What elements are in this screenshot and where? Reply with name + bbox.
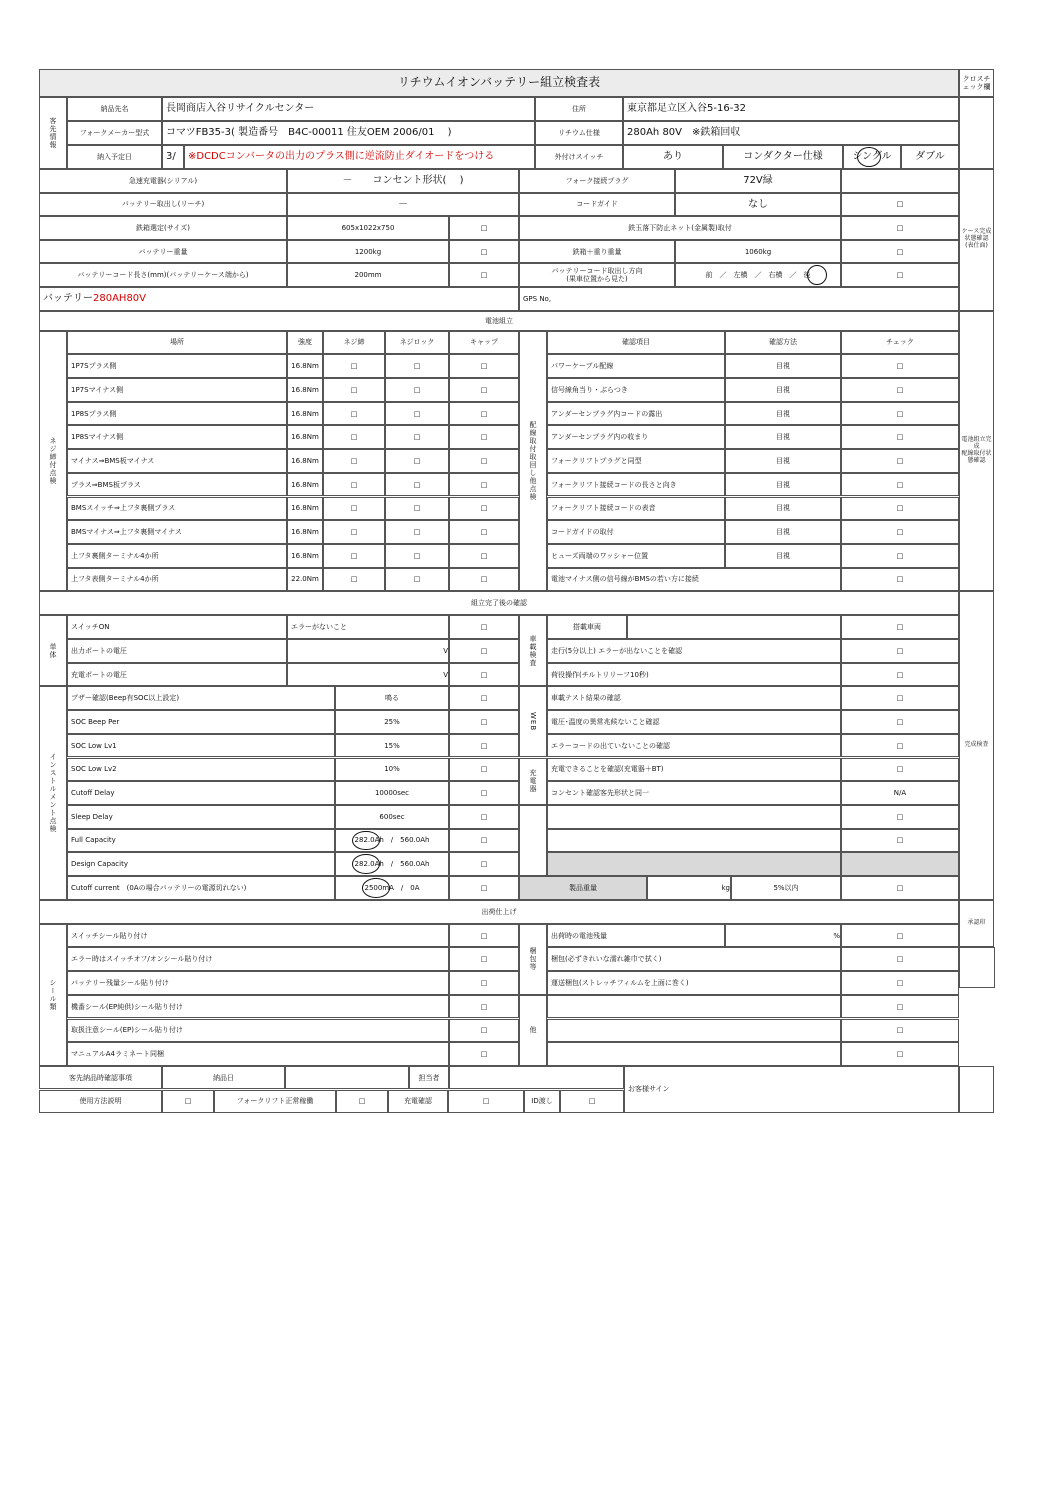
vehicle-row-1: 走行(5分以上) エラーが出ないことを確認 [547, 639, 841, 663]
maker-value: コマツFB35-3( 製造番号 B4C-00011 住友OEM 2006/01 ) [162, 121, 535, 145]
seal-section-label: シール類 [39, 924, 67, 1066]
weight-label: バッテリー重量 [39, 240, 287, 264]
screw-row-location: プラス⇒BMS板プラス [67, 473, 287, 497]
checkbox[interactable]: □ [449, 829, 519, 853]
check-item: 電池マイナス側の信号線がBMSの若い方に接続 [547, 568, 841, 592]
gps-label: GPS No, [519, 287, 959, 311]
checkbox[interactable]: □ [449, 615, 519, 639]
checkbox[interactable]: □ [841, 449, 959, 473]
footer-fork-label: フォークリフト正常稼働 [214, 1090, 336, 1114]
customer-section-label: 客先情報 [39, 97, 67, 169]
check-header-1: 確認方法 [725, 331, 841, 355]
vehicle-section-label: 車載検査 [519, 615, 547, 686]
charger-label: 急速充電器(シリアル) [39, 169, 287, 193]
checkbox[interactable]: □ [449, 710, 519, 734]
seal-row: マニュアルA4ラミネート同梱 [67, 1042, 449, 1066]
web-row: 電圧･温度の異常兆候ないこと確認 [547, 710, 841, 734]
sheet-title: リチウムイオンバッテリー組立検査表 [39, 69, 959, 97]
checkbox[interactable]: □ [449, 758, 519, 782]
checkbox[interactable]: □ [841, 568, 959, 592]
fork-plug-value: 72V緑 [675, 169, 841, 193]
check-method: 目視 [725, 378, 841, 402]
checkbox[interactable]: □ [449, 354, 519, 378]
checkbox[interactable]: □ [841, 402, 959, 426]
checkbox[interactable]: □ [449, 402, 519, 426]
chg-voltage-label: 充電ポートの電圧 [67, 663, 287, 687]
checkbox[interactable]: □ [385, 402, 449, 426]
schedule-value: 3/ [162, 145, 184, 169]
vehicle-blank [627, 615, 841, 639]
footer-side [959, 1066, 994, 1113]
weight-value: 1200kg [287, 240, 449, 264]
pack-section-label: 梱包等 [519, 924, 547, 995]
blank-row [547, 805, 841, 829]
instrument-value: 鳴る [335, 686, 449, 710]
checkbox[interactable]: □ [449, 852, 519, 876]
checkbox[interactable]: □ [449, 947, 519, 971]
checkbox[interactable]: □ [385, 449, 449, 473]
check-item: ヒューズ両端のワッシャー位置 [547, 544, 725, 568]
check-header-2: チェック [841, 331, 959, 355]
instrument-item: Sleep Delay [67, 805, 335, 829]
instrument-value: 2500mA / 0A [335, 876, 449, 900]
switch-opt-ari: あり [623, 145, 723, 169]
cutoff-circle [362, 878, 390, 898]
check-method: 目視 [725, 520, 841, 544]
check-item: アンダーセンプラグ内の收まり [547, 425, 725, 449]
cross-check-col [959, 97, 994, 169]
screw-header-0: 場所 [67, 331, 287, 355]
checkbox[interactable]: □ [449, 995, 519, 1019]
approval-label: 承認印 [959, 900, 994, 948]
checkbox[interactable]: □ [162, 1090, 214, 1114]
checkbox[interactable]: □ [841, 497, 959, 521]
checkbox[interactable]: □ [560, 1090, 624, 1114]
instrument-value: 15% [335, 734, 449, 758]
instrument-value: 25% [335, 710, 449, 734]
checkbox[interactable]: □ [336, 1090, 388, 1114]
check-item: アンダーセンプラグ内コードの露出 [547, 402, 725, 426]
web-section-label: WEB [519, 686, 547, 757]
vehicle-row-2: 荷役操作(チルトリリーフ10秒) [547, 663, 841, 687]
checkbox[interactable]: □ [449, 734, 519, 758]
check-method: 目視 [725, 473, 841, 497]
check-item: フォークリフト接続コードの表音 [547, 497, 725, 521]
checkbox[interactable]: □ [323, 402, 385, 426]
instrument-item: SOC Low Lv1 [67, 734, 335, 758]
checkbox[interactable]: □ [385, 568, 449, 592]
checkbox[interactable]: □ [385, 425, 449, 449]
charger-value: － コンセント形状( ) [287, 169, 519, 193]
complete-check-label: 完成検査 [959, 591, 994, 899]
instrument-item: Cutoff current (0Aの場合バッテリーの電源切れない) [67, 876, 335, 900]
blank-col [519, 805, 547, 876]
checkbox[interactable]: □ [449, 473, 519, 497]
footer-id-label: ID渡し [524, 1090, 560, 1114]
checkbox[interactable]: □ [449, 568, 519, 592]
screw-row-location: BMSスイッチ⇒上フタ裏側プラス [67, 497, 287, 521]
checkbox[interactable]: □ [841, 425, 959, 449]
check-item: フォークリフト接続コードの長さと向き [547, 473, 725, 497]
battery-value: 280AH80V [93, 293, 147, 305]
charger-section-label: 充電器 [519, 758, 547, 805]
switch-label: 外付けスイッチ [535, 145, 623, 169]
cross-check-label: クロスチェック欄 [959, 69, 994, 97]
cord-direction-label: バッテリーコード取出し方向 (果車位置から見た) [519, 263, 675, 287]
footer-usage-label: 使用方法説明 [39, 1090, 162, 1114]
net-label: 鉄玉落下防止ネット(金属製)取付 [519, 216, 841, 240]
check-method: 目視 [725, 544, 841, 568]
web-row: エラーコードの出ていないことの確認 [547, 734, 841, 758]
lithium-label: リチウム仕様 [535, 121, 623, 145]
schedule-note: ※DCDCコンバータの出力のプラス側に逆流防止ダイオードをつける [184, 145, 535, 169]
checkbox[interactable]: □ [449, 1042, 519, 1066]
checkbox[interactable]: □ [323, 520, 385, 544]
checkbox[interactable]: □ [323, 544, 385, 568]
seal-row: 機番シール(EP純供)シール貼り付け [67, 995, 449, 1019]
instrument-value: 10000sec [335, 781, 449, 805]
checkbox[interactable]: □ [385, 473, 449, 497]
checkbox[interactable]: □ [841, 639, 959, 663]
checkbox[interactable]: □ [449, 663, 519, 687]
checkbox[interactable]: □ [841, 734, 959, 758]
box-weight-value: 1060kg [675, 240, 841, 264]
battery-out-label: バッテリー取出し(リーチ) [39, 193, 287, 217]
box-weight-label: 鉄箱＋重り重量 [519, 240, 675, 264]
assembly-header: 電池組立 [39, 311, 959, 331]
other-section-label: 他 [519, 995, 547, 1066]
cord-length-label: バッテリーコード長さ(mm)(バッテリーケース端から) [39, 263, 287, 287]
screw-header-2: ネジ締 [323, 331, 385, 355]
checkbox[interactable]: □ [841, 216, 959, 240]
switch-opt-single: シングル [843, 145, 901, 169]
maker-label: フォークメーカー型式 [67, 121, 162, 145]
screw-row-torque: 22.0Nm [287, 568, 323, 592]
screw-row-location: 1P8Sマイナス側 [67, 425, 287, 449]
checkbox[interactable]: □ [448, 1090, 524, 1114]
pack-row-2: 運送梱包(ストレッチフィルムを上面に巻く) [547, 971, 841, 995]
shipping-header: 出荷仕上げ [39, 900, 959, 924]
checkbox[interactable]: □ [841, 193, 959, 217]
check-method: 目視 [725, 425, 841, 449]
screw-header-4: キャップ [449, 331, 519, 355]
cord-length-value: 200mm [287, 263, 449, 287]
product-weight-tolerance: 5%以内 [731, 876, 841, 900]
checkbox[interactable]: □ [841, 473, 959, 497]
delivery-label: 納品先名 [67, 97, 162, 121]
checkbox[interactable]: □ [841, 354, 959, 378]
check-item: 信号線角当り・ぶらつき [547, 378, 725, 402]
screw-section-label: ネジ締付点検 [39, 331, 67, 592]
screw-header-1: 強度 [287, 331, 323, 355]
check-method: 目視 [725, 354, 841, 378]
cord-guide-value: なし [675, 193, 841, 217]
address-label: 住所 [535, 97, 623, 121]
approval-stamp-box [959, 947, 995, 987]
screw-row-location: BMSマイナス⇒上フタ裏側マイナス [67, 520, 287, 544]
check-item: フォークリフトプラグと同型 [547, 449, 725, 473]
screw-header-3: ネジロック [385, 331, 449, 355]
checkbox[interactable]: □ [841, 995, 959, 1019]
screw-row-torque: 16.8Nm [287, 497, 323, 521]
footer-charge-label: 充電確認 [388, 1090, 448, 1114]
screw-row-location: 1P7Sマイナス側 [67, 378, 287, 402]
checkbox[interactable]: □ [323, 497, 385, 521]
product-weight-unit: kg [647, 876, 731, 900]
checkbox[interactable]: □ [841, 947, 959, 971]
cord-direction-value: 前 ／ 左横 ／ 右横 ／ 後 [675, 263, 841, 287]
instrument-value: 600sec [335, 805, 449, 829]
design-capacity-circle [352, 854, 380, 874]
instrument-value: 10% [335, 758, 449, 782]
checkbox[interactable]: □ [841, 378, 959, 402]
switch-opt-conductor: コンダクター仕様 [723, 145, 843, 169]
checkbox[interactable]: □ [449, 425, 519, 449]
screw-row-location: 1P7Sプラス側 [67, 354, 287, 378]
screw-row-torque: 16.8Nm [287, 378, 323, 402]
delivery-value: 長岡商店入谷リサイクルセンター [162, 97, 535, 121]
wiring-section-label: 配線取付取回し他点検 [519, 331, 547, 592]
checkbox[interactable]: □ [841, 971, 959, 995]
single-circle [857, 147, 881, 167]
seal-row: エラー時はスイッチオフ/オンシール貼り付け [67, 947, 449, 971]
checkbox[interactable]: □ [449, 971, 519, 995]
checkbox[interactable]: □ [385, 497, 449, 521]
checkbox[interactable]: □ [323, 568, 385, 592]
checkbox[interactable]: □ [449, 240, 519, 264]
pack-row-1: 梱包(必ずきれいな濡れ雑巾で拭く) [547, 947, 841, 971]
out-voltage-label: 出力ポートの電圧 [67, 639, 287, 663]
fork-plug-label: フォーク接続プラグ [519, 169, 675, 193]
checkbox[interactable]: □ [841, 263, 959, 287]
blank-row [547, 1019, 841, 1043]
assembly-side-label: 電池組立完成 配線取付状態確認 [959, 311, 994, 592]
instrument-value: 282.0Ah / 560.0Ah [335, 852, 449, 876]
checkbox[interactable]: □ [449, 520, 519, 544]
checkbox[interactable]: □ [449, 781, 519, 805]
instrument-value: 282.0Ah / 560.0Ah [335, 829, 449, 853]
checkbox[interactable]: □ [323, 473, 385, 497]
checkbox[interactable]: □ [841, 544, 959, 568]
full-capacity-circle [352, 831, 380, 851]
switch-on-label: スイッチON [67, 615, 287, 639]
web-row: 車載テスト結果の確認 [547, 686, 841, 710]
blank-row [547, 852, 841, 876]
vehicle-row-0: 搭載車両 [547, 615, 627, 639]
checkbox[interactable]: □ [841, 520, 959, 544]
checkbox[interactable]: □ [449, 876, 519, 900]
screw-row-location: マイナス⇒BMS板マイナス [67, 449, 287, 473]
screw-row-location: 上フタ表側ターミナル4か所 [67, 568, 287, 592]
body-section-label: 単体 [39, 615, 67, 686]
checkbox[interactable]: □ [449, 924, 519, 948]
battery-out-value: － [287, 193, 519, 217]
case-complete-label: ケース完成 状態確認 (表仕面) [959, 169, 994, 311]
screw-row-torque: 16.8Nm [287, 520, 323, 544]
blank-row [547, 829, 841, 853]
pack-pct: % [725, 924, 841, 948]
check-method: 目視 [725, 449, 841, 473]
checkbox[interactable]: □ [841, 924, 959, 948]
checkbox[interactable]: □ [841, 876, 959, 900]
checkbox[interactable]: □ [385, 378, 449, 402]
footer-check-label: 客先納品時確認事項 [39, 1066, 162, 1090]
pack-row-0: 出荷時の電池残量 [547, 924, 725, 948]
checkbox[interactable]: □ [841, 710, 959, 734]
charger-na: N/A [841, 781, 959, 805]
checkbox[interactable]: □ [449, 639, 519, 663]
post-header: 組立完了後の確認 [39, 591, 959, 615]
chg-voltage-unit: V [287, 663, 449, 687]
checkbox[interactable]: □ [841, 686, 959, 710]
checkbox[interactable]: □ [841, 805, 959, 829]
address-value: 東京都足立区入谷5-16-32 [623, 97, 959, 121]
screw-row-torque: 16.8Nm [287, 449, 323, 473]
schedule-label: 納入予定日 [67, 145, 162, 169]
checkbox[interactable]: □ [323, 449, 385, 473]
checkbox[interactable]: □ [449, 544, 519, 568]
instrument-section-label: インストルメント点検 [39, 686, 67, 899]
screw-row-torque: 16.8Nm [287, 473, 323, 497]
battery-row [39, 287, 519, 311]
cord-guide-label: コードガイド [519, 193, 675, 217]
checkbox[interactable]: □ [841, 240, 959, 264]
instrument-item: SOC Low Lv2 [67, 758, 335, 782]
seal-row: バッテリー残量シール貼り付け [67, 971, 449, 995]
seal-row: スイッチシール貼り付け [67, 924, 449, 948]
checkbox[interactable]: □ [449, 378, 519, 402]
product-weight-label: 製品重量 [519, 876, 647, 900]
check-item: コードガイドの取付 [547, 520, 725, 544]
screw-row-torque: 16.8Nm [287, 354, 323, 378]
charger-row-1: コンセント確認客先形状と同一 [547, 781, 841, 805]
checkbox[interactable]: □ [449, 805, 519, 829]
footer-date-label: 納品日 [162, 1066, 285, 1090]
checkbox[interactable]: □ [449, 449, 519, 473]
instrument-item: ブザー確認(Beep有SOC以上設定) [67, 686, 335, 710]
fork-plug-blank [841, 169, 959, 193]
checkbox[interactable]: □ [385, 520, 449, 544]
lithium-value: 280Ah 80V ※鉄箱回収 [623, 121, 959, 145]
screw-row-torque: 16.8Nm [287, 425, 323, 449]
footer-person-value [449, 1066, 624, 1090]
instrument-item: Full Capacity [67, 829, 335, 853]
checkbox[interactable]: □ [449, 263, 519, 287]
battery-label: バッテリー [43, 293, 93, 305]
checkbox[interactable]: □ [841, 663, 959, 687]
blank-row [547, 1042, 841, 1066]
screw-row-location: 上フタ裏側ターミナル4か所 [67, 544, 287, 568]
switch-opt-double: ダブル [901, 145, 959, 169]
checkbox[interactable]: □ [841, 1042, 959, 1066]
checkbox[interactable]: □ [449, 216, 519, 240]
checkbox[interactable]: □ [323, 425, 385, 449]
seal-row: 取扱注意シール(EP)シール貼り付け [67, 1019, 449, 1043]
checkbox[interactable]: □ [841, 1019, 959, 1043]
check-header-0: 確認項目 [547, 331, 725, 355]
checkbox[interactable]: □ [385, 354, 449, 378]
checkbox[interactable]: □ [323, 378, 385, 402]
check-method: 目視 [725, 497, 841, 521]
footer-person-label: 担当者 [409, 1066, 449, 1090]
screw-row-torque: 16.8Nm [287, 402, 323, 426]
checkbox[interactable]: □ [449, 497, 519, 521]
no-error-label: エラーがないこと [287, 615, 449, 639]
screw-row-location: 1P8Sプラス側 [67, 402, 287, 426]
footer-sign-label: お客様サイン [624, 1066, 959, 1113]
blank [841, 852, 959, 876]
checkbox[interactable]: □ [323, 354, 385, 378]
footer-date-value [285, 1066, 409, 1090]
checkbox[interactable]: □ [449, 1019, 519, 1043]
checkbox[interactable]: □ [449, 686, 519, 710]
checkbox[interactable]: □ [841, 615, 959, 639]
box-size-label: 鉄箱選定(サイズ) [39, 216, 287, 240]
charger-row-0: 充電できることを確認(充電器＋BT) [547, 758, 841, 782]
check-item: パワーケーブル配線 [547, 354, 725, 378]
out-voltage-unit: V [287, 639, 449, 663]
checkbox[interactable]: □ [385, 544, 449, 568]
screw-row-torque: 16.8Nm [287, 544, 323, 568]
box-size-value: 605x1022x750 [287, 216, 449, 240]
instrument-item: SOC Beep Per [67, 710, 335, 734]
checkbox[interactable]: □ [841, 829, 959, 853]
instrument-item: Design Capacity [67, 852, 335, 876]
blank-row [547, 995, 841, 1019]
checkbox[interactable]: □ [841, 758, 959, 782]
check-method: 目視 [725, 402, 841, 426]
instrument-item: Cutoff Delay [67, 781, 335, 805]
